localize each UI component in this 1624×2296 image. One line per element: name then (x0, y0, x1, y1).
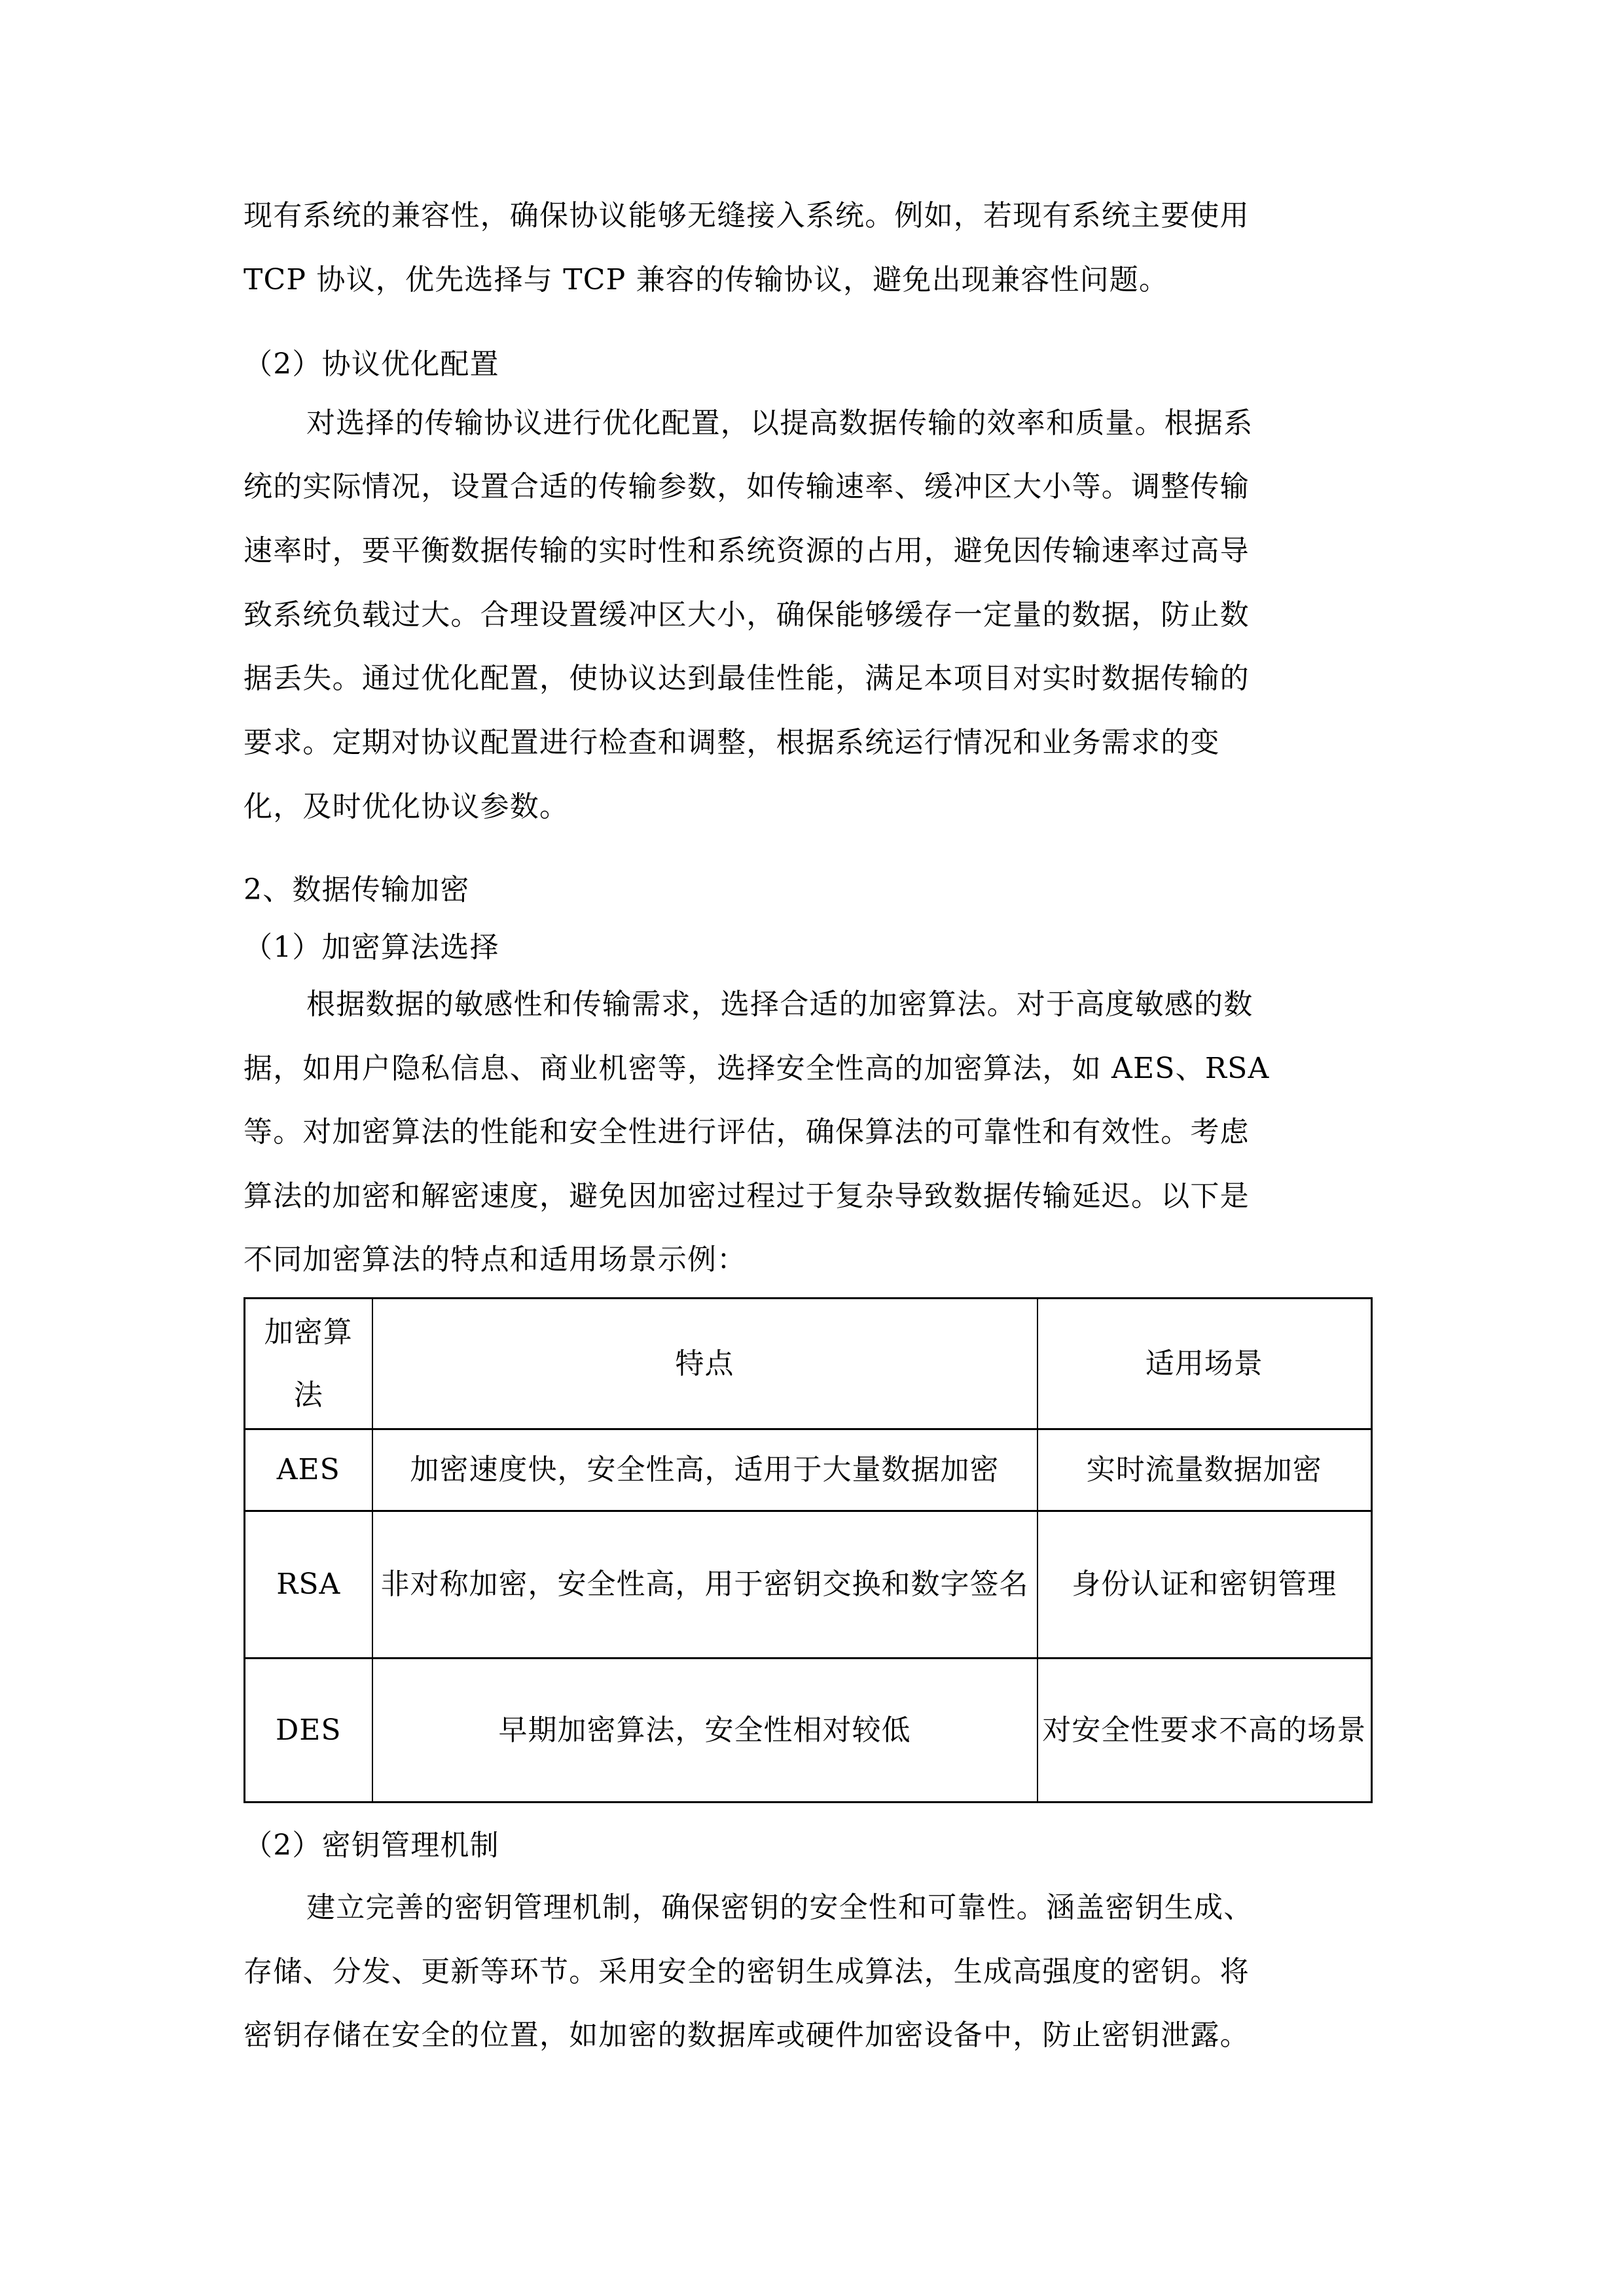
paragraph-line: 据丢失。通过优化配置，使协议达到最佳性能，满足本项目对实时数据传输的 (244, 662, 1250, 695)
paragraph-line: 存储、分发、更新等环节。采用安全的密钥生成算法，生成高强度的密钥。将 (244, 1955, 1250, 1988)
encryption-algorithm-table (244, 1297, 1373, 1803)
subsection-heading-algorithm-selection: （1）加密算法选择 (244, 931, 499, 964)
paragraph-line: 致系统负载过大。合理设置缓冲区大小，确保能够缓存一定量的数据，防止数 (244, 598, 1250, 632)
paragraph-line: 等。对加密算法的性能和安全性进行评估，确保算法的可靠性和有效性。考虑 (244, 1115, 1250, 1149)
table-row (245, 1429, 1372, 1511)
paragraph-line: 密钥存储在安全的位置，如加密的数据库或硬件加密设备中，防止密钥泄露。 (244, 2018, 1250, 2052)
paragraph-line: 速率时，要平衡数据传输的实时性和系统资源的占用，避免因传输速率过高导 (244, 534, 1250, 567)
table-cell-features: 早期加密算法，安全性相对较低 (372, 1659, 1038, 1803)
paragraph-line: 据，如用户隐私信息、商业机密等，选择安全性高的加密算法，如 AES、RSA (244, 1052, 1270, 1085)
table-cell-scenario: 对安全性要求不高的场景 (1038, 1659, 1372, 1803)
table-cell-algorithm: AES (245, 1429, 372, 1511)
paragraph-line: 统的实际情况，设置合适的传输参数，如传输速率、缓冲区大小等。调整传输 (244, 470, 1250, 503)
paragraph-line: 建立完善的密钥管理机制，确保密钥的安全性和可靠性。涵盖密钥生成、 (306, 1891, 1254, 1924)
table-cell-features: 加密速度快，安全性高，适用于大量数据加密 (372, 1429, 1038, 1511)
paragraph-line: 化，及时优化协议参数。 (244, 790, 569, 823)
table-header-features: 特点 (372, 1299, 1038, 1429)
table-cell-algorithm: DES (245, 1659, 372, 1803)
subsection-heading-protocol-optimization: （2）协议优化配置 (244, 348, 499, 381)
table-row (245, 1659, 1372, 1803)
paragraph-line: 根据数据的敏感性和传输需求，选择合适的加密算法。对于高度敏感的数 (306, 988, 1254, 1021)
table-header-scenario: 适用场景 (1038, 1299, 1372, 1429)
paragraph-line: 现有系统的兼容性，确保协议能够无缝接入系统。例如，若现有系统主要使用 (244, 199, 1250, 232)
table-cell-features: 非对称加密，安全性高，用于密钥交换和数字签名 (372, 1511, 1038, 1659)
paragraph-line: 要求。定期对协议配置进行检查和调整，根据系统运行情况和业务需求的变 (244, 726, 1220, 759)
subsection-heading-key-management: （2）密钥管理机制 (244, 1829, 499, 1862)
paragraph-line: TCP 协议，优先选择与 TCP 兼容的传输协议，避免出现兼容性问题。 (244, 263, 1169, 296)
table-header-row (245, 1299, 1372, 1429)
table-header-algorithm: 加密算法 (245, 1299, 372, 1429)
paragraph-line: 不同加密算法的特点和适用场景示例： (244, 1243, 747, 1276)
paragraph-line: 对选择的传输协议进行优化配置，以提高数据传输的效率和质量。根据系 (306, 406, 1254, 440)
paragraph-line: 算法的加密和解密速度，避免因加密过程过于复杂导致数据传输延迟。以下是 (244, 1179, 1250, 1213)
table-row (245, 1511, 1372, 1659)
table-cell-scenario: 实时流量数据加密 (1038, 1429, 1372, 1511)
table-cell-algorithm: RSA (245, 1511, 372, 1659)
section-heading-data-encryption: 2、数据传输加密 (244, 873, 470, 906)
table-cell-scenario: 身份认证和密钥管理 (1038, 1511, 1372, 1659)
